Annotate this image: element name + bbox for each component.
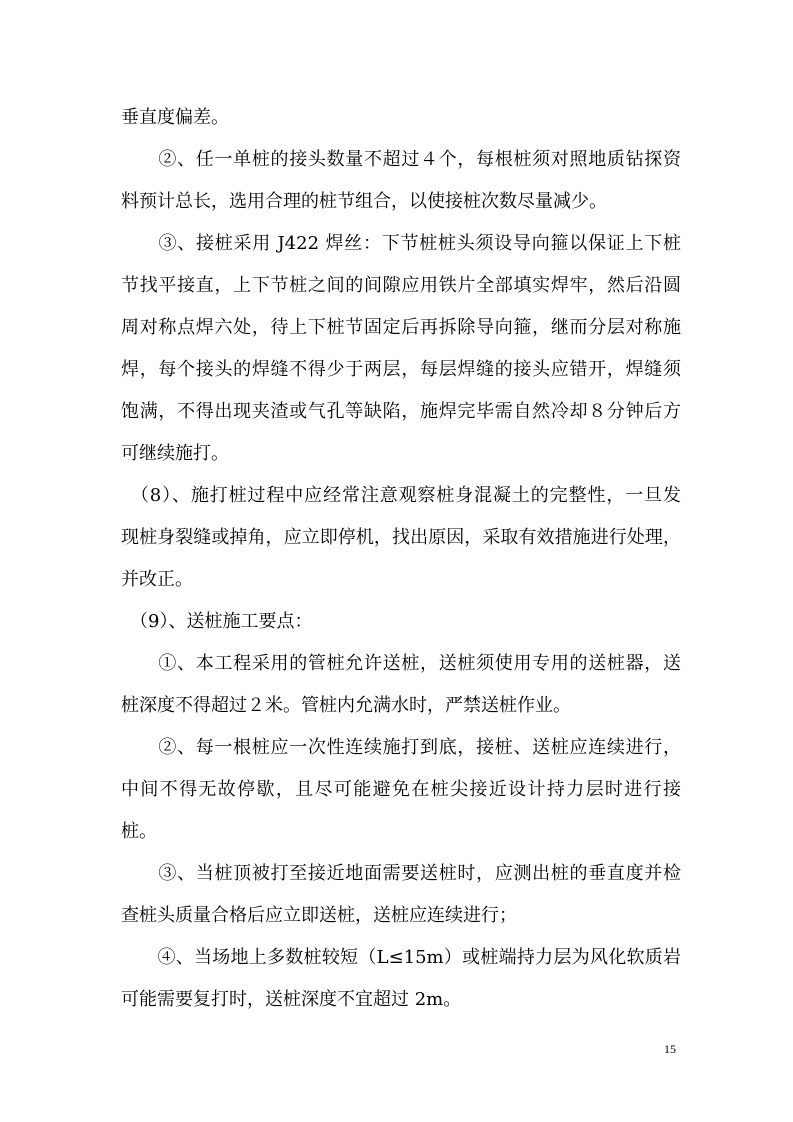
text-line: ①、本工程采用的管桩允许送桩，送桩须使用专用的送桩器，送 xyxy=(121,653,681,674)
text-line: 桩深度不得超过２米。管桩内允满水时，严禁送桩作业。 xyxy=(121,695,571,716)
text-line: 饱满，不得出现夹渣或气孔等缺陷，施焊完毕需自然冷却８分钟后方 xyxy=(121,401,681,422)
text-line: 可能需要复打时，送桩深度不宜超过 2m。 xyxy=(121,989,462,1010)
text-line: （9）、送桩施工要点： xyxy=(121,611,313,632)
text-line: 桩。 xyxy=(121,821,157,842)
text-line: （8）、施打桩过程中应经常注意观察桩身混凝土的完整性，一旦发 xyxy=(121,485,681,506)
text-line: 焊，每个接头的焊缝不得少于两层，每层焊缝的接头应错开，焊缝须 xyxy=(121,359,681,380)
text-line: 并改正。 xyxy=(121,569,193,590)
page-number: 15 xyxy=(664,1042,676,1056)
text-line: 料预计总长，选用合理的桩节组合，以使接桩次数尽量减少。 xyxy=(121,191,607,212)
text-line: 周对称点焊六处，待上下桩节固定后再拆除导向箍，继而分层对称施 xyxy=(121,317,681,338)
text-line: 现桩身裂缝或掉角，应立即停机，找出原因，采取有效措施进行处理， xyxy=(121,527,681,548)
text-line: ③、当桩顶被打至接近地面需要送桩时，应测出桩的垂直度并检 xyxy=(121,863,681,884)
text-line: ②、任一单桩的接头数量不超过４个，每根桩须对照地质钻探资 xyxy=(121,149,681,170)
text-line: 查桩头质量合格后应立即送桩，送桩应连续进行； xyxy=(121,905,517,926)
text-line: 可继续施打。 xyxy=(121,443,229,464)
text-line: 节找平接直，上下节桩之间的间隙应用铁片全部填实焊牢，然后沿圆 xyxy=(121,275,681,296)
text-line: 垂直度偏差。 xyxy=(121,107,229,128)
text-line: ④、当场地上多数桩较短（L≤15m）或桩端持力层为风化软质岩 xyxy=(121,947,681,968)
text-line: ②、每一根桩应一次性连续施打到底，接桩、送桩应连续进行， xyxy=(121,737,681,758)
text-line: 中间不得无故停歇，且尽可能避免在桩尖接近设计持力层时进行接 xyxy=(121,779,681,800)
text-line: ③、接桩采用 J422 焊丝：下节桩桩头须设导向箍以保证上下桩 xyxy=(121,233,681,254)
